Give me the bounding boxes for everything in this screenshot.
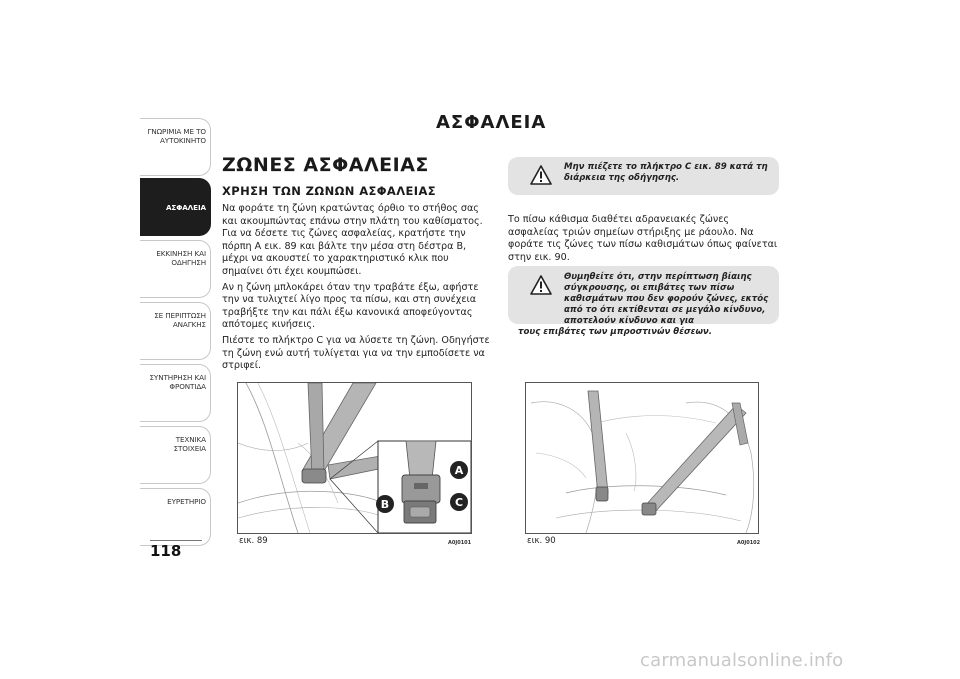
- tab-technical-data[interactable]: ΤΕΧΝΙΚΑ ΣΤΟΙΧΕΙΑ: [140, 426, 211, 484]
- tab-emergency[interactable]: ΣΕ ΠΕΡΙΠΤΩΣΗ ΑΝΑΓΚΗΣ: [140, 302, 211, 360]
- warning-box: [508, 266, 779, 337]
- figure-caption: εικ. 90: [527, 536, 556, 546]
- paragraph: Πιέστε το πλήκτρο C για να λύσετε τη ζώνη. Οδηγήστε τη ζώνη ενώ αυτή τυλίγεται για να την εμποδίσετε να στριφεί.: [222, 334, 490, 372]
- warning-box: [508, 157, 779, 195]
- callout-badge-a: A: [450, 461, 468, 479]
- watermark: carmanualsonline.info: [640, 650, 844, 671]
- page-heading: ΖΩΝΕΣ ΑΣΦΑΛΕΙΑΣ: [222, 154, 429, 176]
- seatbelt-buckle-illustration: [238, 383, 471, 533]
- page-subheading: ΧΡΗΣΗ ΤΩΝ ΖΩΝΩΝ ΑΣΦΑΛΕΙΑΣ: [222, 184, 437, 198]
- figure-caption: εικ. 89: [239, 536, 268, 546]
- body-text: [222, 203, 492, 376]
- page-number: 118: [150, 542, 182, 560]
- paragraph: Αν η ζώνη μπλοκάρει όταν την τραβάτε έξω, αφήστε την να τυλιχτεί λίγο προς τα πίσω, και στη συνέχεια τραβήξτε την και πάλι έξω κανονικά αποφεύγοντας απότομες κινήσεις.: [222, 281, 479, 331]
- rear-seat-illustration: [526, 383, 758, 533]
- section-title: ΑΣΦΑΛΕΙΑ: [436, 112, 547, 133]
- tab-safety[interactable]: ΑΣΦΑΛΕΙΑ: [140, 178, 211, 236]
- warning-triangle-icon: [530, 165, 552, 185]
- page-number-rule: [150, 540, 202, 541]
- figure-seatbelt-buckle: [237, 382, 472, 534]
- rear-seat-text: Το πίσω κάθισμα διαθέτει αδρανειακές ζώνες ασφαλείας τριών σημείων στήριξης με ράουλο. Να φοράτε τις ζώνες των πίσω καθισμάτων όπως φαίνεται στην εικ. 90.: [508, 214, 778, 263]
- callout-badge-c: C: [450, 493, 468, 511]
- figure-rear-seatbelts: [525, 382, 759, 534]
- warning-text: Θυμηθείτε ότι, στην περίπτωση βίαιης σύγκρουσης, οι επιβάτες των πίσω καθισμάτων που δεν φορούν ζώνες, εκτός από το ότι εκτίθενται σε μεγάλο κίνδυνο, αποτελούν κίνδυνο και για: [564, 272, 769, 326]
- tab-starting-driving[interactable]: ΕΚΚΙΝΗΣΗ ΚΑΙ ΟΔΗΓΗΣΗ: [140, 240, 211, 298]
- warning-text-continued: τους επιβάτες των μπροστινών θέσεων.: [518, 327, 713, 337]
- tab-getting-to-know[interactable]: ΓΝΩΡΙΜΙΑ ΜΕ ΤΟ ΑΥΤΟΚΙΝΗΤΟ: [140, 118, 211, 176]
- warning-triangle-icon: [530, 275, 552, 295]
- paragraph: Να φοράτε τη ζώνη κρατώντας όρθιο το στήθος σας και ακουμπώντας επάνω στην πλάτη του καθίσματος. Για να δέσετε τις ζώνες ασφαλείας, κρατήστε την πόρπη A εικ. 89 και βάλτε την μέσα στη δέστρα B, μέχρι να ακουστεί το χαρακτηριστικό κλικ που σημαίνει ότι έχει κουμπώσει.: [222, 203, 483, 277]
- tab-index[interactable]: ΕΥΡΕΤΗΡΙΟ: [140, 488, 211, 546]
- callout-badge-b: B: [376, 495, 394, 513]
- figure-code: A0J0102: [737, 540, 761, 546]
- warning-text: Μην πιέζετε το πλήκτρο C εικ. 89 κατά τη διάρκεια της οδήγησης.: [564, 162, 768, 183]
- figure-code: A0J0101: [448, 540, 472, 546]
- tab-maintenance[interactable]: ΣΥΝΤΗΡΗΣΗ ΚΑΙ ΦΡΟΝΤΙΔΑ: [140, 364, 211, 422]
